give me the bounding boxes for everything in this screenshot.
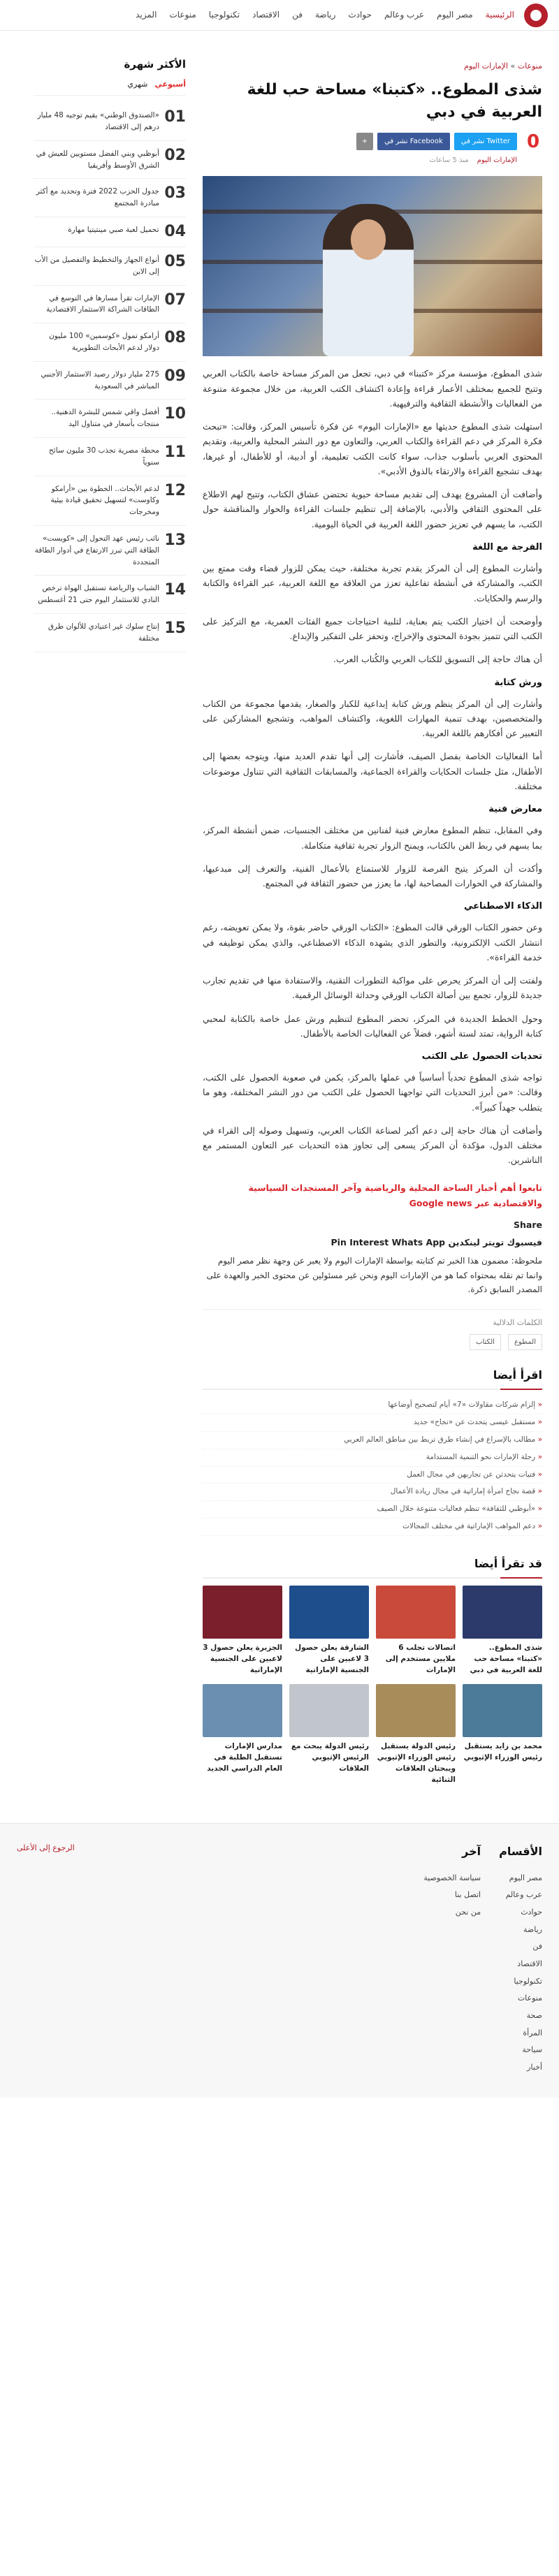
news-card-caption[interactable]: مدارس الإمارات تستقبل الطلبة في العام الدراسي الجديد <box>207 1742 282 1773</box>
share-bar <box>356 133 517 150</box>
footer-link[interactable]: أخبار <box>527 2063 542 2072</box>
popular-item[interactable] <box>34 400 186 438</box>
popular-item[interactable] <box>34 438 186 476</box>
google-news-link[interactable]: تابعوا أهم أخبار الساحة المحلية والرياضية وآخر المستجدات السياسية والاقتصادية عبر Google news <box>248 1182 542 1209</box>
popular-item[interactable] <box>34 526 186 576</box>
popular-rank: 05 <box>164 252 186 270</box>
popular-item[interactable] <box>34 286 186 324</box>
news-card[interactable] <box>203 1586 282 1676</box>
news-card-caption[interactable]: الشارقة يعلن حصول 3 لاعبين على الجنسية الإماراتية <box>295 1644 369 1674</box>
article-paragraph: وأشارت المطوع إلى أن المركز يقدم تجربة مختلفة، حيث يمكن للزوار قضاء وقت ممتع بين الكتب، والمشاركة في أنشطة تفاعلية تعزز من العلاقة مع اللغة العربية، عبر القراءة والكتابة والرسم والحكايات. <box>203 563 542 603</box>
popular-rank: 11 <box>164 443 186 461</box>
article-paragraph: ولفتت إلى أن المركز يحرص على مواكبة التطورات التقنية، والاستفادة منها في تقديم تجارب جديدة للزوار، تجمع بين أصالة الكتاب الورقي وحداثة الوسائل الرقمية. <box>203 975 542 1001</box>
nav-item[interactable]: عرب وعالم <box>384 10 425 20</box>
footer-link[interactable]: رياضة <box>523 1924 542 1934</box>
popular-item[interactable] <box>34 179 186 217</box>
site-footer <box>0 1823 559 2097</box>
footer-link[interactable]: من نحن <box>455 1907 481 1917</box>
breadcrumb-section[interactable]: الإمارات اليوم <box>464 61 509 71</box>
footer-link[interactable]: الاقتصاد <box>517 1959 542 1969</box>
footer-link[interactable]: عرب وعالم <box>505 1890 542 1900</box>
popular-rank: 10 <box>164 405 186 423</box>
popular-title[interactable]: أفضل واقي شمس للبشرة الدهنية.. منتجات بأسعار في متناول اليد <box>51 408 159 429</box>
tab-weekly[interactable]: أسبوعي <box>154 79 186 89</box>
news-card[interactable] <box>463 1586 542 1676</box>
article-body <box>203 366 542 1167</box>
article-source-line <box>356 154 517 166</box>
tags-box <box>203 1309 542 1350</box>
popular-title[interactable]: إنتاج سلوك غير اعتيادي للألوان طرق مختلفة <box>48 622 159 643</box>
article-subheading: الذكاء الاصطناعي <box>463 901 542 912</box>
popular-item[interactable] <box>34 323 186 362</box>
footer-link[interactable]: اتصل بنا <box>454 1890 481 1900</box>
share-twitter-button[interactable]: Twitter نشر في <box>454 133 517 150</box>
article-paragraph: وأوضحت أن اختيار الكتب يتم بعناية، لتلبية احتياجات جميع الفئات العمرية، مع التركيز على الكتب التي تتميز بجودة المحتوى والإخراج، وتحفز على التفكير والإبداع. <box>203 615 542 642</box>
article-paragraph: وأشارت إلى أن المركز ينظم ورش كتابة إبداعية للكبار والصغار، يقدمها مجموعة من الكتاب والمتخصصين، بهدف تنمية المهارات اللغوية، واكتشاف المواهب، وتشجيع المشاركين على التعبير عن أفكارهم باللغة العربية. <box>203 698 542 739</box>
news-card-thumb[interactable] <box>463 1586 542 1639</box>
news-card[interactable] <box>289 1684 369 1785</box>
article-paragraph: وحول الخطط الجديدة في المركز، تحضر المطوع لتنظيم ورش عمل خاصة بالكتابة لمحبي كتابة الرواية، تمتد لستة أشهر، فضلاً عن الفعاليات الخاصة بالأطفال. <box>203 1013 542 1039</box>
nav-item-home[interactable]: الرئيسية <box>485 10 514 20</box>
footer-link[interactable]: سياحة <box>522 2045 542 2055</box>
popular-title[interactable]: محطة مصرية تجذب 30 مليون سائح سنوياً <box>49 446 159 467</box>
article-paragraph: أن هناك حاجة إلى التسويق للكتاب العربي والكُتاب العرب. <box>333 654 542 665</box>
popular-item[interactable] <box>34 103 186 141</box>
also-read-list <box>203 1397 542 1536</box>
also-read-item[interactable]: « مطالب بالإسراع في إنشاء طرق تربط بين مناطق العالم العربي <box>203 1432 542 1449</box>
popular-item[interactable] <box>34 217 186 247</box>
news-card[interactable] <box>376 1586 456 1676</box>
news-card-thumb[interactable] <box>203 1684 282 1737</box>
article-source[interactable]: الإمارات اليوم <box>477 156 517 165</box>
popular-item[interactable] <box>34 247 186 286</box>
tab-monthly[interactable]: شهري <box>127 79 148 89</box>
popular-rank: 03 <box>164 184 186 203</box>
news-card-caption[interactable]: رئيس الدولة يبحث مع الرئيس الإثيوبي العلاقات <box>291 1742 369 1773</box>
breadcrumb-home[interactable]: منوعات <box>517 61 542 71</box>
popular-rank: 14 <box>164 581 186 599</box>
popular-rank: 07 <box>164 291 186 309</box>
popular-title[interactable]: الإمارات تقرأ مسارها في التوسع في الطاقات الشراكة الاستثمار الاقتصادية <box>46 293 159 314</box>
site-logo[interactable] <box>524 3 548 27</box>
footer-link[interactable]: تكنولوجيا <box>514 1976 542 1986</box>
article-subheading: الفرجة مع اللغة <box>472 541 542 552</box>
popular-title[interactable]: لدعم الأبحاث.. الخطوة بين «أرامكو وكاوست» لتسهيل تحقيق قيادة بيئية ومخرجات <box>50 484 159 517</box>
popular-item[interactable] <box>34 476 186 526</box>
article-paragraph: وأضافت أن هناك حاجة إلى دعم أكبر لصناعة الكتاب العربي، وتسهيل وصوله إلى القراء في مختلف الدول، مؤكدة أن المركز يسعى إلى تجاوز هذه التحديات عبر التعاون المستمر مع الناشرين. <box>203 1125 542 1166</box>
news-card-thumb[interactable] <box>289 1586 369 1639</box>
breadcrumb-separator: » <box>508 61 518 71</box>
article-meta <box>203 133 542 166</box>
top-bar <box>0 0 559 31</box>
article-date: منذ 5 ساعات <box>429 156 469 165</box>
popular-item[interactable] <box>34 576 186 614</box>
news-card-thumb[interactable] <box>289 1684 369 1737</box>
popular-item[interactable] <box>34 141 186 180</box>
social-share-links[interactable]: فيسبوك تويتر لينكدين Pin Interest Whats App <box>331 1236 542 1247</box>
article-paragraph: استهلت شذى المطوع حديثها مع «الإمارات اليوم» عن فكرة تأسيس المركز، وقالت: «تبحث فكرة المركز في دعم القراءة والكتاب العربي، والتعاون مع دور النشر المحلية والعربية، وتقديم المحتوى العربي بأسلوب جذاب، سواء كانت الكتب تعليمية، أو أدبية، أو للأطفال، أو غيرها، بهدف تشجيع القراءة والارتقاء بالذوق الأدبي». <box>203 421 542 476</box>
popular-rank: 08 <box>164 329 186 347</box>
also-read-item[interactable]: « «أبوظبي للثقافة» تنظم فعاليات متنوعة خلال الصيف <box>203 1501 542 1518</box>
footer-sections <box>499 1842 542 2076</box>
main-nav <box>136 8 514 22</box>
footer-link[interactable]: سياسة الخصوصية <box>423 1873 481 1882</box>
popular-title[interactable]: «الصندوق الوطني» يقيم توجيه 48 مليار درهم إلى الاقتصاد <box>37 111 159 131</box>
nav-item[interactable]: مصر اليوم <box>437 10 473 20</box>
sidebar <box>34 31 186 1802</box>
article-paragraph: شذى المطوع، مؤسسة مركز «كتبنا» في دبي، تجعل من المركز مساحة خاصة بالكتاب العربي وتتيح للجميع بمختلف الأعمار قراءة وإعادة اكتشاف الكتب العربية، من خلال مجموعة متنوعة من الفعاليات والأنشطة الثقافية والترفيهية. <box>203 368 542 409</box>
popular-item[interactable] <box>34 362 186 400</box>
footer-link[interactable]: حوادث <box>521 1907 542 1917</box>
nav-item[interactable]: رياضة <box>314 10 336 20</box>
article-paragraph: وعن حضور الكتاب الورقي قالت المطوع: «الكتاب الورقي حاضر بقوة، ولا يمكن تعويضه، رغم انتشار الكتب الإلكترونية، والتطور الذي يشهده الذكاء الاصطناعي، والذي يمكن توظيفه في خدمة القراءة». <box>203 922 542 963</box>
nav-item-more[interactable]: المزيد <box>136 10 157 20</box>
footer-link[interactable]: مصر اليوم <box>509 1873 542 1882</box>
may-read-heading: قد تقرأ أيضا <box>203 1554 542 1579</box>
sidebar-heading: الأكثر شهرة <box>124 58 186 71</box>
nav-item[interactable]: فن <box>292 10 303 20</box>
news-card-thumb[interactable] <box>376 1684 456 1737</box>
also-read-item[interactable]: « رحلة الإمارات نحو التنمية المستدامة <box>203 1449 542 1467</box>
news-card-caption[interactable]: رئيس الدولة يستقبل رئيس الوزراء الإثيوبي ويبحثان العلاقات الثنائية <box>377 1742 456 1784</box>
also-read-item[interactable]: « قصة نجاح امرأة إماراتية في مجال ريادة الأعمال <box>203 1484 542 1501</box>
tag-link[interactable]: الكتاب <box>470 1334 501 1350</box>
popular-title[interactable]: أنواع الجهاز والتخطيط والتفصيل من الأب إلى الابن <box>34 255 159 276</box>
popular-rank: 01 <box>164 108 186 126</box>
article-subheading: ورش كتابة <box>494 677 542 688</box>
popular-rank: 04 <box>164 222 186 240</box>
footer-link[interactable]: فن <box>532 1942 542 1952</box>
news-card-caption[interactable]: الجزيرة يعلن حصول 3 لاعبين على الجنسية الإماراتية <box>203 1644 282 1674</box>
popular-title[interactable]: الشباب والرياضة تستقبل الهواة ترخص النادي للاستثمار اليوم حتى 21 أغسطس <box>38 584 159 605</box>
share-label: Share <box>514 1219 542 1230</box>
sidebar-tabs <box>34 78 186 96</box>
article-paragraph: وأضافت أن المشروع يهدف إلى تقديم مساحة حيوية تحتضن عشاق الكتاب، وتتيح لهم الاطلاع على المحتوى الثقافي والأدبي، بالإضافة إلى تنظيم جلسات القراءة والحوار والمناقشة حول الكتب، ما يسهم في تعزيز حضور اللغة العربية في الحياة اليومية. <box>203 489 542 529</box>
popular-rank: 02 <box>164 146 186 164</box>
footer-other-heading: آخر <box>462 1845 481 1859</box>
news-card[interactable] <box>463 1684 542 1785</box>
footer-sections-heading: الأقسام <box>499 1845 542 1859</box>
popular-rank: 13 <box>164 531 186 549</box>
also-read-item[interactable]: « إلزام شركات مقاولات «7» أيام لتصحيح أوضاعها <box>203 1397 542 1414</box>
breadcrumb <box>203 60 542 73</box>
popular-rank: 09 <box>164 367 186 385</box>
popular-title[interactable]: تحميل لعبة صبي مينتيتيا مهارة <box>68 225 159 234</box>
article-subheading: معارض فنية <box>488 804 542 815</box>
footer-other <box>423 1842 481 2076</box>
view-count <box>524 133 542 151</box>
news-card-caption[interactable]: اتصالات تجلب 6 ملايين مستخدم إلى الإمارات <box>385 1644 456 1674</box>
popular-rank: 15 <box>164 619 186 637</box>
article-image <box>203 176 542 356</box>
footer-link[interactable]: منوعات <box>517 1993 542 2003</box>
nav-item[interactable]: حوادث <box>348 10 372 20</box>
news-card[interactable] <box>376 1684 456 1785</box>
article-paragraph: تواجه شذى المطوع تحدياً أساسياً في عملها بالمركز، يكمن في صعوبة الحصول على الكتب، وقالت: «من أبرز التحديات التي تواجهنا الحصول على الكتب من دور النشر المختلفة، وهو ما يتطلب جهداً كبيراً». <box>203 1072 542 1113</box>
news-card-thumb[interactable] <box>203 1586 282 1639</box>
popular-item[interactable] <box>34 614 186 652</box>
article-main <box>203 31 542 1802</box>
also-read-item[interactable]: « دعم المواهب الإماراتية في مختلف المجالات <box>203 1518 542 1536</box>
also-read-item[interactable]: « مستقبل عيسى يتحدث عن «نجاح» جديد <box>203 1414 542 1432</box>
article-paragraph: وفي المقابل، تنظم المطوع معارض فنية لفنانين من مختلف الجنسيات، ضمن أنشطة المركز، بما يسهم في ربط الفن بالكتاب، ويمنح الزوار تجربة ثقافية متكاملة. <box>203 825 542 851</box>
nav-item[interactable]: منوعات <box>169 10 196 20</box>
article-subheading: تحديات الحصول على الكتب <box>421 1051 542 1062</box>
article-paragraph: أما الفعاليات الخاصة بفصل الصيف، فأشارت إلى أنها تقدم العديد منها، ويتوجه بعضها إلى الأطفال، مثل جلسات الحكايات والقراءة الجماعية، والمسابقات الثقافية التي تتناول موضوعات مختلفة. <box>203 751 542 791</box>
back-to-top-link[interactable]: الرجوع إلى الأعلى <box>17 1843 75 1853</box>
popular-title[interactable]: جدول الحزب 2022 فترة وتحديد مع أكثر مبادرة المجتمع <box>36 187 159 208</box>
popular-title[interactable]: أرامكو تمول «كوسمين» 100 مليون دولار لدعم الأبحاث التطويرية <box>49 332 159 352</box>
tags-label: الكلمات الدلالية <box>493 1318 542 1328</box>
popular-title[interactable]: 275 مليار دولار رصيد الاستثمار الأجنبي المباشر في السعودية <box>41 369 159 390</box>
also-read-item[interactable]: « فتيات يتحدثن عن تجاربهن في مجال العمل <box>203 1467 542 1484</box>
footer-link[interactable]: صحة <box>526 2011 542 2021</box>
article-paragraph: وأكدت أن المركز يتيح الفرصة للزوار للاستمتاع بالأعمال الفنية، والتعرف إلى مبدعيها، والمشاركة في الحوارات المصاحبة لها، ما يعزز من حضور الثقافة في المجتمع. <box>203 863 542 888</box>
nav-item[interactable]: الاقتصاد <box>252 10 280 20</box>
popular-title[interactable]: نائب رئيس عهد التحول إلى «كويست» الطاقة التي تبرز الارتفاع في أدوار الطاقة المتجددة <box>34 534 159 566</box>
view-count-value: 0 <box>526 131 540 153</box>
share-facebook-button[interactable]: Facebook نشر في <box>377 133 450 150</box>
nav-item[interactable]: تكنولوجيا <box>208 10 240 20</box>
also-read-heading: اقرأ أيضا <box>203 1366 542 1390</box>
news-card-caption[interactable]: محمد بن زايد يستقبل رئيس الوزراء الإثيوبي <box>463 1742 542 1762</box>
news-card[interactable] <box>203 1684 282 1785</box>
footer-link[interactable]: المرأة <box>523 2028 542 2037</box>
popular-title[interactable]: أبوظبي وبني الفضل مستويين للعيش في الشرق الأوسط وأفريقيا <box>36 149 159 170</box>
tag-link[interactable]: المطوع <box>508 1334 542 1350</box>
news-card-caption[interactable]: شذى المطوع.. «كتبنا» مساحة حب للغة العربية في دبي <box>470 1644 542 1674</box>
disclaimer-note: ملحوظة: مضمون هذا الخبر تم كتابته بواسطة الإمارات اليوم ولا يعبر عن وجهة نظر مصر اليوم وانما تم نقله بمحتواه كما هو من الإمارات اليوم ونحن غير مسئولين عن محتوى الخبر والعهدة على المصدر السابق ذكرة. <box>206 1256 542 1294</box>
may-read-grid <box>203 1586 542 1785</box>
article-title: شذى المطوع.. «كتبنا» مساحة حب للغة العربية في دبي <box>247 80 542 121</box>
news-card[interactable] <box>289 1586 369 1676</box>
popular-rank: 12 <box>164 481 186 499</box>
share-more-button[interactable]: + <box>356 133 373 150</box>
news-card-thumb[interactable] <box>463 1684 542 1737</box>
news-card-thumb[interactable] <box>376 1586 456 1639</box>
